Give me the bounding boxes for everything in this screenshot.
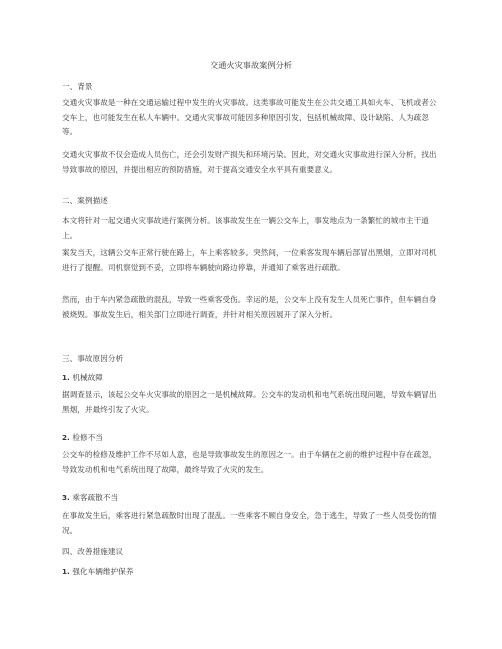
subheading-improper-maintenance [62, 432, 440, 444]
paragraph-background-2: 交通火灾事故不仅会造成人员伤亡，还会引发财产损失和环境污染。因此，对交通火灾事故进行深入分析，找出导致事故的原因，并提出相应的预防措施，对于提高交通安全水平具有重要意义。 [62, 150, 437, 174]
subheading-number: 3. [62, 493, 70, 502]
paragraph-case-1: 本文将针对一起交通火灾事故进行案例分析。该事故发生在一辆公交车上，事发地点为一条繁忙的城市主干道上。 [62, 216, 429, 240]
paragraph-background-1: 交通火灾事故是一种在交通运输过程中发生的火灾事故。这类事故可能发生在公共交通工具如火车、飞机或者公交车上，也可能发生在私人车辆中。交通火灾事故可能因多种原因引发，包括机械故障、设计缺陷、人为疏忽等。 [62, 98, 437, 137]
section-heading-recommendations: 四、改善措施建议 [62, 547, 124, 556]
paragraph-case-3: 然而，由于车内紧急疏散的混乱，导致一些乘客受伤。幸运的是，公交车上没有发生人员死亡事件，但车辆自身被烧毁。事故发生后，相关部门立即进行调查，并针对相关原因展开了深入分析。 [62, 295, 437, 319]
subheading-label: 强化车辆维护保养 [72, 567, 134, 576]
subheading-number: 1. [62, 373, 70, 382]
subheading-number: 2. [62, 433, 70, 442]
section-heading-causes: 三、事故原因分析 [62, 354, 124, 363]
paragraph-mechanical-failure: 据调查显示，该起公交车火灾事故的原因之一是机械故障。公交车的发动机和电气系统出现问题，导致车辆冒出黑烟，并最终引发了火灾。 [62, 390, 437, 414]
subheading-mechanical-failure [62, 372, 440, 384]
subheading-vehicle-maintenance [62, 566, 440, 578]
paragraph-improper-maintenance: 公交车的检修及维护工作不尽如人意，也是导致事故发生的原因之一。由于车辆在之前的维护过程中存在疏忽，导致发动机和电气系统出现了故障，最终导致了火灾的发生。 [62, 450, 437, 474]
document-title: 交通火灾事故案例分析 [210, 60, 292, 70]
subheading-evacuation [62, 492, 440, 504]
paragraph-case-2: 案发当天，这辆公交车正常行驶在路上，车上乘客较多。突然间，一位乘客发现车辆后部冒出黑烟，立即对司机进行了提醒。司机察觉到不妥，立即将车辆驶向路边停靠，并通知了乘客进行疏散。 [62, 248, 437, 272]
subheading-label: 乘客疏散不当 [72, 493, 119, 502]
subheading-number: 1. [62, 567, 70, 576]
subheading-label: 检修不当 [72, 433, 103, 442]
section-heading-case: 二、案例描述 [62, 196, 108, 205]
subheading-label: 机械故障 [72, 373, 103, 382]
section-heading-background: 一、背景 [62, 82, 93, 91]
paragraph-evacuation: 在事故发生后，乘客进行紧急疏散时出现了混乱。一些乘客不顾自身安全，急于逃生，导致了一些人员受伤的情况。 [62, 511, 437, 535]
